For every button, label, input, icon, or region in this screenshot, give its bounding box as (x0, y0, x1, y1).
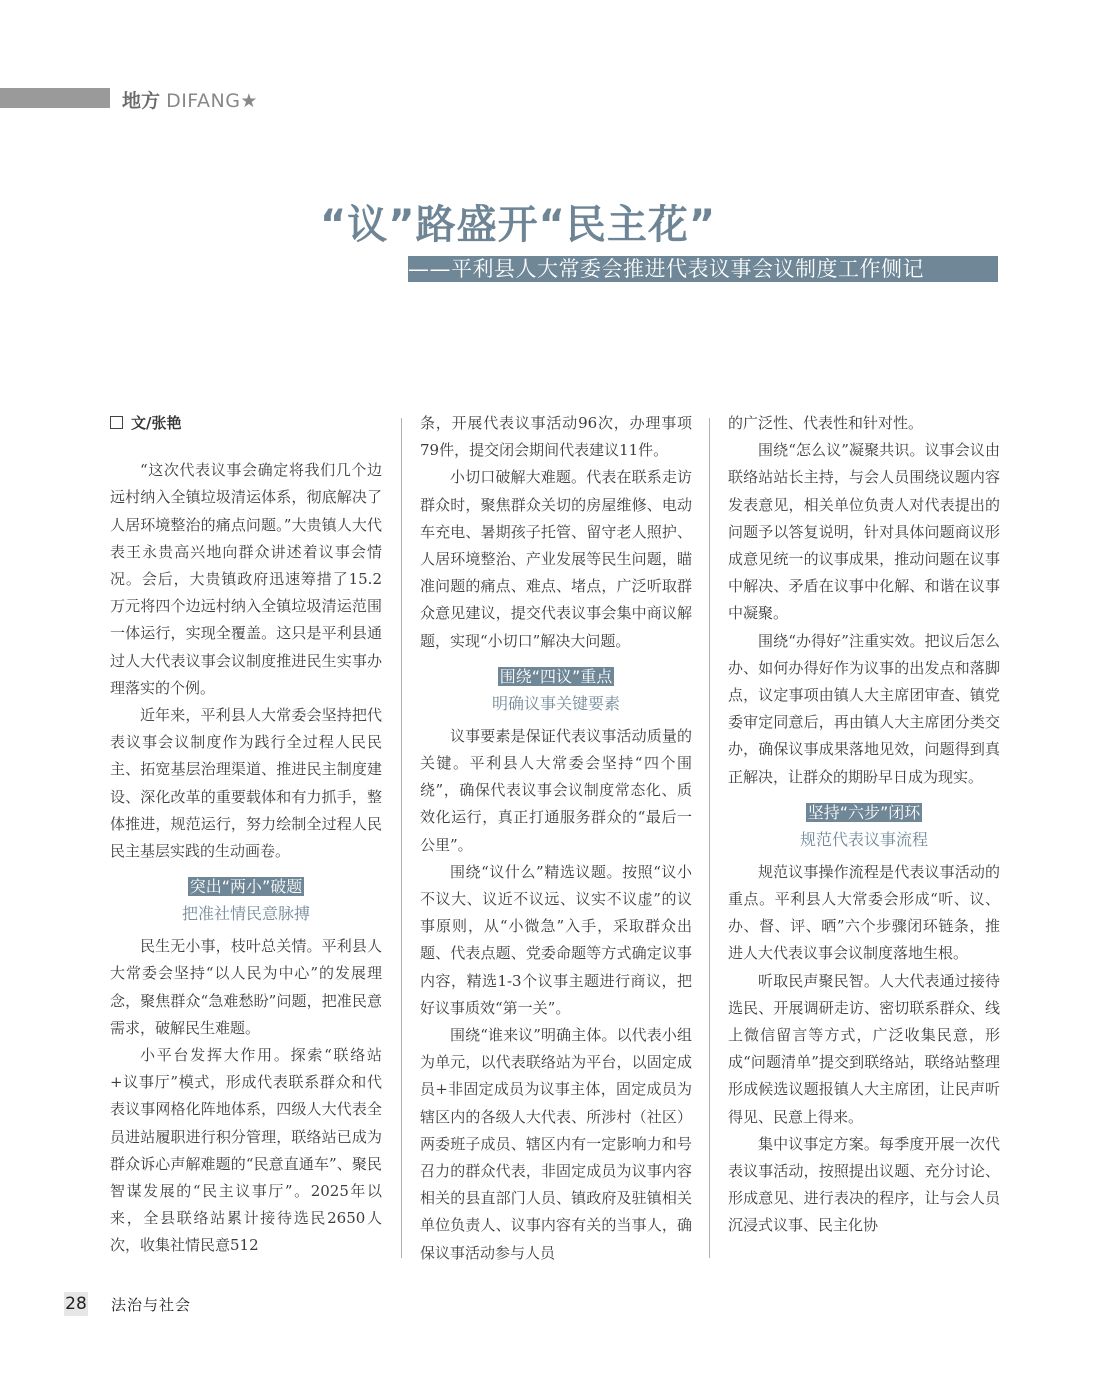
paragraph: 小切口破解大难题。代表在联系走访群众时，聚焦群众关切的房屋维修、电动车充电、暑期孩子托管、留守老人照护、人居环境整治、产业发展等民生问题，瞄准问题的痛点、难点、堵点，广泛听取群众意见建议，提交代表议事会集中商议解题，实现“小切口”解决大问题。 (420, 468, 692, 650)
section-name-cn: 地方 (122, 90, 161, 112)
column-2 (420, 410, 692, 1267)
section-heading-title: 围绕“四议”重点 (499, 666, 613, 686)
section-heading-sub: 把准社情民意脉搏 (181, 904, 310, 924)
paragraph: 围绕“谁来议”明确主体。以代表小组为单元，以代表联络站为平台，以固定成员+非固定成员为议事主体，固定成员为辖区内的各级人大代表、所涉村（社区）两委班子成员、辖区内有一定影响力和号召力的群众代表，非固定成员为议事内容相关的县直部门人员、镇政府及驻镇相关单位负责人、议事内容有关的当事人，确保议事活动参与人员 (420, 1026, 692, 1262)
paragraph: 规范议事操作流程是代表议事活动的重点。平利县人大常委会形成“听、议、办、督、评、晒”六个步骤闭环链条，推进人大代表议事会议制度落地生根。 (728, 862, 1000, 963)
article-subtitle: ——平利县人大常委会推进代表议事会议制度工作侧记 (408, 256, 998, 282)
paragraph: 议事要素是保证代表议事活动质量的关键。平利县人大常委会坚持“四个围绕”，确保代表议事会议制度常态化、质效化运行，真正打通服务群众的“最后一公里”。 (420, 726, 692, 854)
article-title: “议”路盛开“民主花” (320, 202, 717, 248)
magazine-name: 法治与社会 (111, 1296, 192, 1314)
paragraph: 集中议事定方案。每季度开展一次代表议事活动，按照提出议题、充分讨论、形成意见、进行表决的程序，让与会人员沉浸式议事、民主化协 (728, 1134, 1000, 1235)
section-header (122, 86, 258, 113)
byline (110, 410, 382, 437)
paragraph: 条，开展代表议事活动96次，办理事项79件，提交闭会期间代表建议11件。 (420, 414, 692, 460)
section-heading-sub: 规范代表议事流程 (799, 829, 928, 849)
paragraph: 民生无小事，枝叶总关情。平利县人大常委会坚持“以人民为中心”的发展理念，聚焦群众“急难愁盼”问题，把准民意需求，破解民生难题。 (110, 937, 382, 1037)
section-header-bar (0, 88, 110, 108)
section-heading (420, 663, 692, 717)
paragraph: 围绕“议什么”精选议题。按照“议小不议大、议近不议远、议实不议虚”的议事原则，从“小微急”入手，采取群众出题、代表点题、党委命题等方式确定议事内容，精选1-3个议事主题进行商议，把好议事质效“第一关”。 (420, 862, 692, 1017)
paragraph: “这次代表议事会确定将我们几个边远村纳入全镇垃圾清运体系，彻底解决了人居环境整治的痛点问题。”大贵镇人大代表王永贵高兴地向群众讲述着议事会情况。会后，大贵镇政府迅速筹措了15.2万元将四个边远村纳入全镇垃圾清运范围一体运行，实现全覆盖。这只是平利县通过人大代表议事会议制度推进民生实事办理落实的个例。 (110, 461, 382, 697)
column-1 (110, 410, 382, 1260)
paragraph: 围绕“怎么议”凝聚共识。议事会议由联络站站长主持，与会人员围绕议题内容发表意见，相关单位负责人对代表提出的问题予以答复说明，针对具体问题商议形成意见统一的议事成果，推动问题在议事中解决、矛盾在议事中化解、和谐在议事中凝聚。 (728, 441, 1000, 623)
section-name-en: DIFANG★ (166, 90, 258, 112)
paragraph: 听取民声聚民智。人大代表通过接待选民、开展调研走访、密切联系群众、线上微信留言等方式，广泛收集民意，形成“问题清单”提交到联络站，联络站整理形成候选议题报镇人大主席团，让民声听得见、民意上得来。 (728, 971, 1000, 1126)
paragraph: 小平台发挥大作用。探索“联络站+议事厅”模式，形成代表联系群众和代表议事网格化阵地体系，四级人大代表全员进站履职进行积分管理，联络站已成为群众诉心声解难题的“民意直通车”、聚民智谋发展的“民主议事厅”。2025年以来，全县联络站累计接待选民2650人次，收集社情民意512 (110, 1046, 382, 1255)
page-number: 28 (65, 1294, 87, 1314)
paragraph: 近年来，平利县人大常委会坚持把代表议事会议制度作为践行全过程人民民主、拓宽基层治理渠道、推进民主制度建设、深化改革的重要载体和有力抓手，整体推进，规范运行，努力绘制全过程人民民主基层实践的生动画卷。 (110, 706, 382, 861)
paragraph: 的广泛性、代表性和针对性。 (728, 414, 924, 432)
section-heading-sub: 明确议事关键要素 (491, 693, 620, 713)
author: 文/张艳 (131, 414, 182, 432)
section-heading-title: 坚持“六步”闭环 (807, 802, 921, 822)
column-divider (401, 418, 402, 1258)
section-heading (110, 873, 382, 927)
paragraph: 围绕“办得好”注重实效。把议后怎么办、如何办得好作为议事的出发点和落脚点，议定事项由镇人大主席团审查、镇党委审定同意后，再由镇人大主席团分类交办，确保议事成果落地见效，问题得到真正解决，让群众的期盼早日成为现实。 (728, 631, 1000, 786)
section-heading-title: 突出“两小”破题 (189, 877, 303, 897)
column-3 (728, 410, 1000, 1240)
square-icon (110, 416, 123, 429)
column-divider (709, 418, 710, 1258)
section-heading (728, 799, 1000, 853)
